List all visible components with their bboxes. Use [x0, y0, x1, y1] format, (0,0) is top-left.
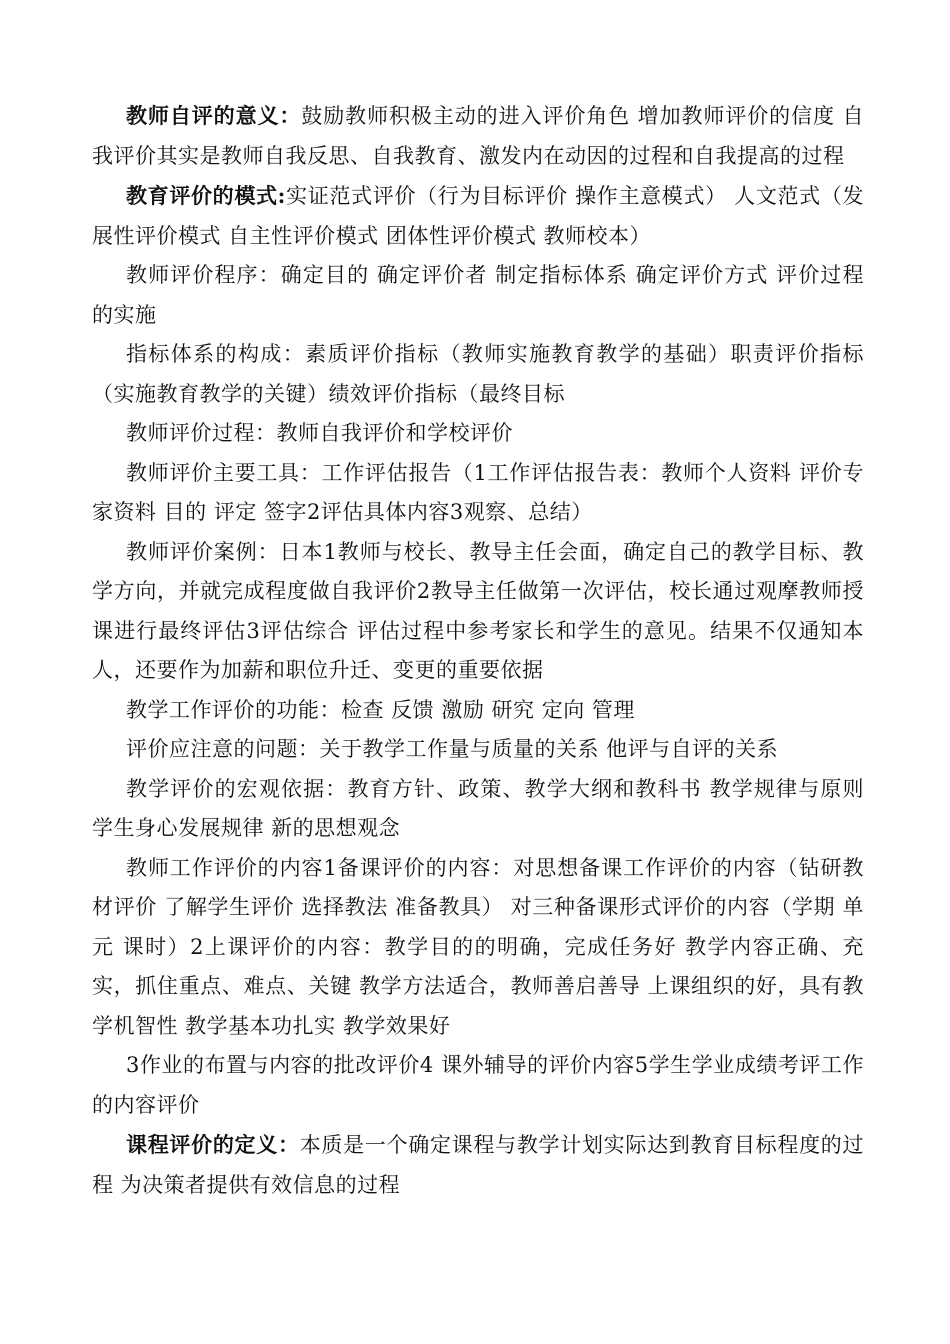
paragraph-evaluation-procedure: [92, 256, 864, 335]
paragraph-curriculum-evaluation: [92, 1125, 864, 1205]
paragraph-text: 指标体系的构成：素质评价指标（教师实施教育教学的基础）职责评价指标（实施教育教学的关键）绩效评价指标（最终目标: [92, 342, 864, 406]
paragraph-term: 教师自评的意义：: [126, 103, 302, 128]
paragraph-text: 实证范式评价（行为目标评价 操作主意模式） 人文范式（发展性评价模式 自主性评价模式 团体性评价模式 教师校本）: [92, 184, 864, 248]
paragraph-text: 教师评价案例：日本1教师与校长、教导主任会面，确定自己的教学目标、教学方向，并就完成程度做自我评价2教导主任做第一次评估，校长通过观摩教师授课进行最终评估3评估综合 评估过程中参考家长和学生的意见。结果不仅通知本人，还要作为加薪和职位升迁、变更的重要依据: [92, 539, 864, 682]
paragraph-evaluation-models: [92, 176, 864, 256]
paragraph-text: 3作业的布置与内容的批改评价4 课外辅导的评价内容5学生学业成绩考评工作的内容评价: [92, 1053, 864, 1117]
paragraph-evaluation-case: [92, 533, 864, 691]
paragraph-text: 教学工作评价的功能：检查 反馈 激励 研究 定向 管理: [126, 697, 635, 722]
paragraph-text: 教学评价的宏观依据：教育方针、政策、教学大纲和教科书 教学规律与原则 学生身心发展规律 新的思想观念: [92, 776, 864, 840]
paragraph-text: 教师工作评价的内容1备课评价的内容：对思想备课工作评价的内容（钻研教材评价 了解学生评价 选择教法 准备教具） 对三种备课形式评价的内容（学期 单元 课时）2上课评价的内容：教学目的的明确，完成任务好 教学内容正确、充实，抓住重点、难点、关键 教学方法适合，教师善启善导 上课组织的好，具有教学机智性 教学基本功扎实 教学效果好: [92, 855, 864, 1038]
paragraph-text: 本质是一个确定课程与教学计划实际达到教育目标程度的过程 为决策者提供有效信息的过程: [92, 1133, 865, 1197]
paragraph-indicator-system: [92, 335, 864, 414]
paragraph-teacher-self-evaluation: [92, 96, 864, 176]
paragraph-term: 教育评价的模式:: [126, 183, 286, 208]
paragraph-evaluation-functions: [92, 691, 864, 731]
paragraph-text: 教师评价程序：确定目的 确定评价者 制定指标体系 确定评价方式 评价过程的实施: [92, 263, 864, 327]
paragraph-text: 评价应注意的问题：关于教学工作量与质量的关系 他评与自评的关系: [126, 737, 779, 761]
paragraph-homework-evaluation: [92, 1046, 864, 1125]
paragraph-text: 教师评价过程：教师自我评价和学校评价: [126, 421, 513, 445]
paragraph-evaluation-process: [92, 414, 864, 454]
paragraph-work-evaluation-content: [92, 849, 864, 1047]
paragraph-macro-basis: [92, 770, 864, 849]
paragraph-evaluation-tools: [92, 454, 864, 533]
document-body: [92, 96, 864, 1205]
paragraph-text: 教师评价主要工具：工作评估报告（1工作评估报告表：教师个人资料 评价专家资料 目的 评定 签字2评估具体内容3观察、总结）: [92, 460, 864, 524]
paragraph-text: 鼓励教师积极主动的进入评价角色 增加教师评价的信度 自我评价其实是教师自我反思、自我教育、激发内在动因的过程和自我提高的过程: [92, 104, 864, 168]
paragraph-term: 课程评价的定义：: [126, 1132, 300, 1157]
paragraph-evaluation-issues: [92, 730, 864, 770]
